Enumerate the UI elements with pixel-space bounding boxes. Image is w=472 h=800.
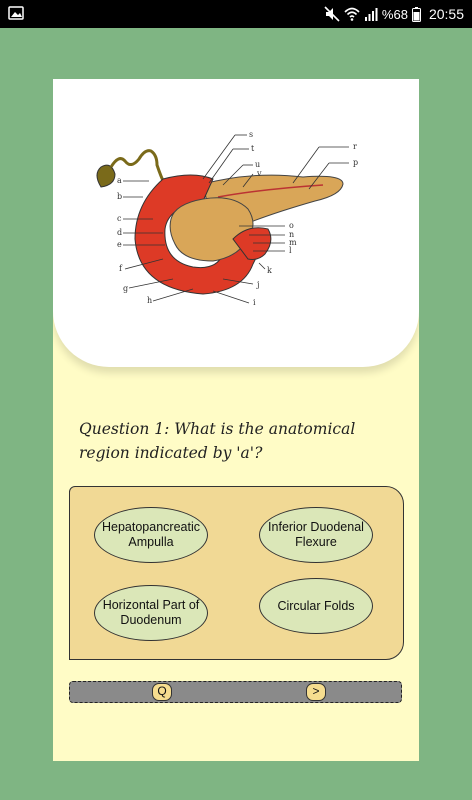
diagram-panel [53, 79, 419, 367]
label-u: u [255, 160, 261, 169]
option-button-1[interactable]: Hepatopancreatic Ampulla [94, 507, 208, 563]
label-c: c [117, 214, 122, 223]
option-button-4[interactable]: Circular Folds [259, 578, 373, 634]
pancreas-duodenum-diagram [53, 79, 419, 367]
label-p: p [353, 158, 359, 167]
next-button[interactable]: > [306, 683, 326, 701]
label-r: r [353, 142, 357, 151]
option-button-2[interactable]: Inferior Duodenal Flexure [259, 507, 373, 563]
label-d: d [117, 228, 123, 237]
label-b: b [117, 192, 123, 201]
label-n: n [289, 230, 295, 239]
label-g: g [123, 284, 129, 293]
answers-panel [69, 486, 404, 660]
status-bar [0, 0, 472, 28]
label-t: t [251, 144, 255, 153]
quit-button[interactable]: Q [152, 683, 172, 701]
quiz-card [53, 79, 419, 761]
label-a: a [117, 176, 122, 185]
wifi-icon [344, 6, 360, 22]
signal-icon [364, 7, 378, 21]
gallery-icon [8, 6, 24, 20]
label-k: k [267, 266, 272, 275]
battery-percent: %68 [381, 6, 408, 22]
label-s: s [249, 130, 254, 139]
clock: 20:55 [428, 6, 464, 22]
label-m: m [289, 238, 297, 247]
label-v: v [257, 169, 262, 178]
battery-icon [412, 7, 421, 22]
label-e: e [117, 240, 122, 249]
label-h: h [147, 296, 153, 305]
label-i: i [253, 298, 256, 307]
label-f: f [119, 264, 122, 273]
option-button-3[interactable]: Horizontal Part of Duodenum [94, 585, 208, 641]
mute-icon [324, 6, 340, 22]
label-j: j [257, 280, 260, 289]
label-l: l [289, 246, 292, 255]
navigation-bar [69, 681, 402, 703]
question-text: Question 1: What is the anatomical region indicated by 'a'? [79, 420, 356, 462]
label-o: o [289, 221, 294, 230]
